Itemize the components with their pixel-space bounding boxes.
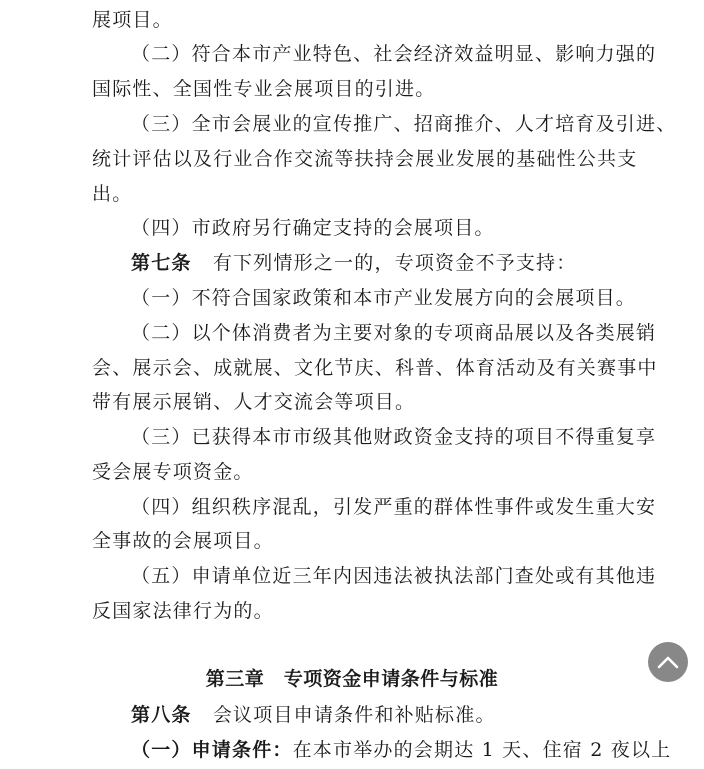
chevron-up-icon xyxy=(657,655,679,669)
article-7-label: 第七条 xyxy=(131,252,192,274)
text-line: 国际性、全国性专业会展项目的引进。 xyxy=(92,78,436,100)
text-line: （一）不符合国家政策和本市产业发展方向的会展项目。 xyxy=(131,287,637,309)
article-8-label: 第八条 xyxy=(131,704,192,726)
text-line: 出。 xyxy=(92,183,133,205)
text-line: 会、展示会、成就展、文化节庆、科普、体育活动及有关赛事中 xyxy=(92,357,658,379)
text-line: 统计评估以及行业合作交流等扶持会展业发展的基础性公共支 xyxy=(92,148,638,170)
article-8-line xyxy=(131,703,661,727)
text-line: （五）申请单位近三年内因违法被执法部门查处或有其他违 xyxy=(131,565,657,587)
article-8-text: 会议项目申请条件和补贴标准。 xyxy=(212,704,496,726)
scroll-to-top-button[interactable] xyxy=(648,642,688,682)
article-8-item-1-line xyxy=(131,738,672,762)
text-line: （四）组织秩序混乱，引发严重的群体性事件或发生重大安 xyxy=(131,496,657,518)
item-label: （一）申请条件： xyxy=(131,739,293,761)
text-line: 展项目。 xyxy=(92,9,173,31)
article-7-text: 有下列情形之一的，专项资金不予支持： xyxy=(212,252,577,274)
chapter-heading: 第三章 专项资金申请条件与标准 xyxy=(205,668,499,690)
text-line: （二）符合本市产业特色、社会经济效益明显、影响力强的 xyxy=(131,43,657,65)
text-line: （四）市政府另行确定支持的会展项目。 xyxy=(131,217,495,239)
article-7-line xyxy=(131,251,661,275)
text-line: 受会展专项资金。 xyxy=(92,461,254,483)
text-line: 全事故的会展项目。 xyxy=(92,530,274,552)
text-line: （三）全市会展业的宣传推广、招商推介、人才培育及引进、 xyxy=(131,113,677,135)
text-line: 带有展示展销、人才交流会等项目。 xyxy=(92,391,416,413)
item-text: 在本市举办的会期达 1 天、住宿 2 夜以上 xyxy=(292,739,672,761)
text-line: 反国家法律行为的。 xyxy=(92,600,274,622)
text-line: （二）以个体消费者为主要对象的专项商品展以及各类展销 xyxy=(131,322,657,344)
text-line: （三）已获得本市市级其他财政资金支持的项目不得重复享 xyxy=(131,426,657,448)
